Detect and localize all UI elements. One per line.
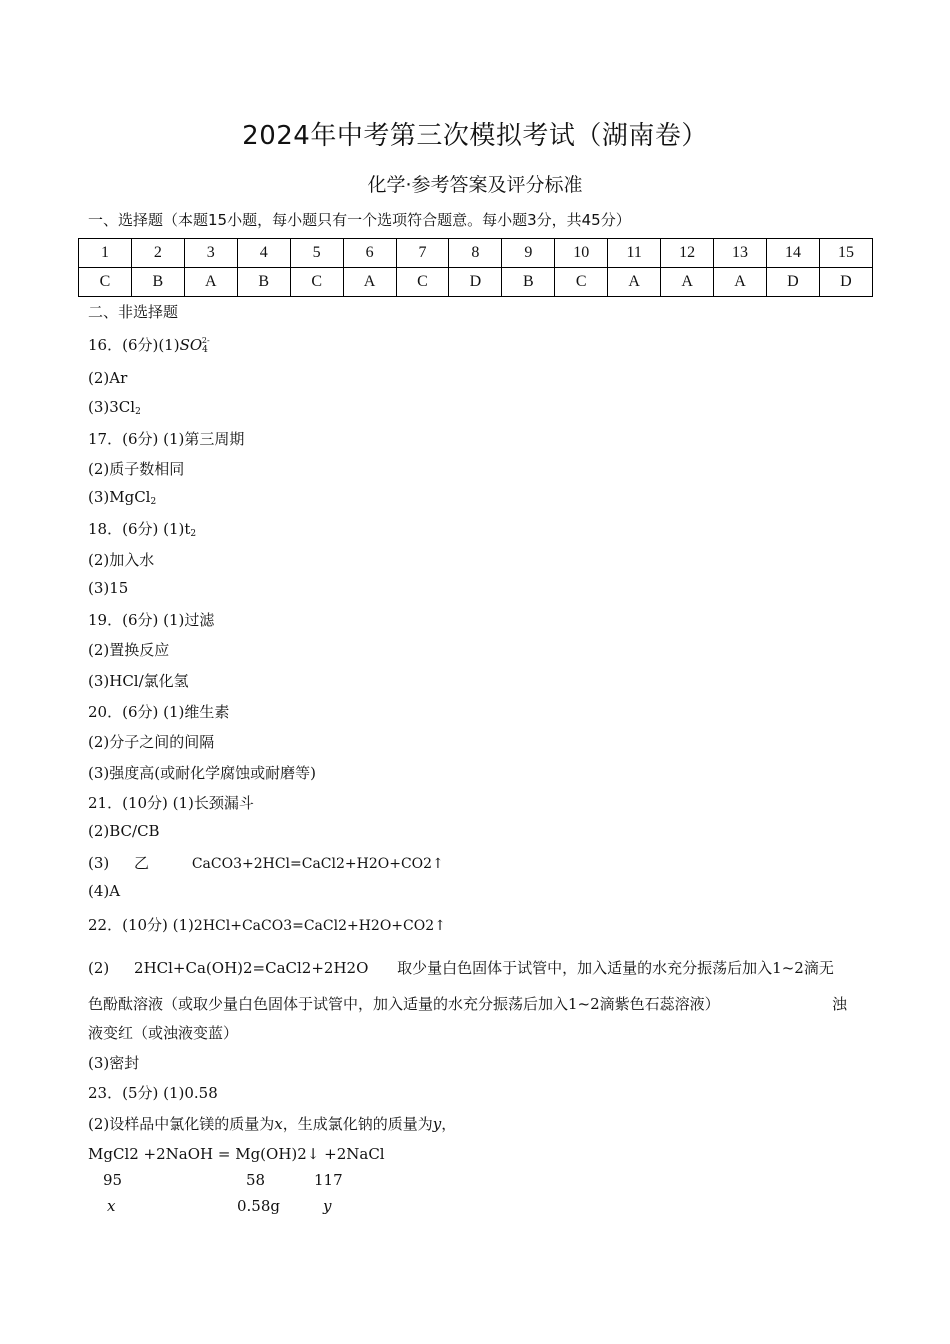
- q18-answer-2: (2)加入水: [88, 551, 155, 569]
- q17-answer-3: [88, 488, 156, 507]
- q20-answer-3: (3)强度高(或耐化学腐蚀或耐磨等): [88, 764, 316, 782]
- table-cell: C: [290, 268, 343, 297]
- q23-answer-2-text-a: (2)设样品中氯化镁的质量为: [88, 1115, 275, 1133]
- q22-answer-2-line3: 液变红（或浊液变蓝）: [88, 1024, 239, 1042]
- q18-answer-3: (3)15: [88, 579, 129, 597]
- q19-answer-3: (3)HCl/氯化氢: [88, 672, 189, 690]
- table-cell: B: [502, 268, 555, 297]
- q18-answer-1-sub: 2: [190, 529, 197, 539]
- q22-answer-2-text3: 浊: [832, 995, 848, 1013]
- q22-answer-2-line2: [88, 993, 720, 1014]
- q19-answer-1: 19．(6分) (1)过滤: [88, 611, 215, 629]
- table-cell: 15: [819, 239, 872, 268]
- q18-answer-1-text: 18．(6分) (1)t: [88, 520, 191, 538]
- q22-answer-2-line1: [88, 957, 834, 978]
- section-1-heading: 一、选择题（本题15小题，每小题只有一个选项符合题意。每小题3分，共45分）: [88, 211, 631, 229]
- table-cell: 7: [396, 239, 449, 268]
- section-2-heading: 二、非选择题: [88, 303, 179, 321]
- q23-var-x: x: [274, 1115, 283, 1133]
- q16-answer-1: [88, 334, 210, 355]
- table-cell: A: [343, 268, 396, 297]
- q21-answer-3: [88, 852, 444, 873]
- q21-answer-4: (4)A: [88, 882, 121, 900]
- q21-equation: CaCO3+2HCl=CaCl2+H2O+CO2↑: [191, 856, 444, 872]
- q23-answer-2-text-c: ，: [441, 1115, 457, 1133]
- q23-unknown-y: y: [323, 1197, 332, 1215]
- q22-answer-2-text1: 取少量白色固体于试管中，加入适量的水充分振荡后加入1~2滴无: [397, 959, 834, 977]
- page-subtitle: 化学·参考答案及评分标准: [367, 174, 583, 196]
- q21-answer-3-choice: 乙: [134, 854, 150, 872]
- q22-answer-1: [88, 914, 446, 935]
- table-cell: C: [79, 268, 132, 297]
- q16-answer-2: (2)Ar: [88, 369, 128, 387]
- q17-answer-2: (2)质子数相同: [88, 460, 185, 478]
- q23-equation: MgCl2 +2NaOH = Mg(OH)2↓ +2NaCl: [88, 1145, 385, 1163]
- table-cell: D: [766, 268, 819, 297]
- table-cell: 1: [79, 239, 132, 268]
- q21-answer-3-label: (3): [88, 854, 110, 872]
- q16-answer-3-text: (3)3Cl: [88, 398, 136, 416]
- q23-answer-1: 23．(5分) (1)0.58: [88, 1084, 218, 1102]
- table-cell: B: [131, 268, 184, 297]
- q16-formula-sub: 4: [202, 345, 208, 355]
- table-cell: 12: [661, 239, 714, 268]
- q22-answer-1-label: 22．(10分) (1): [88, 916, 194, 934]
- q19-answer-2: (2)置换反应: [88, 641, 170, 659]
- q22-answer-2-label: (2): [88, 959, 110, 977]
- table-cell: 3: [184, 239, 237, 268]
- table-cell: B: [237, 268, 290, 297]
- table-cell: 4: [237, 239, 290, 268]
- q20-answer-1: 20．(6分) (1)维生素: [88, 703, 230, 721]
- table-cell: 2: [131, 239, 184, 268]
- q17-answer-1: 17．(6分) (1)第三周期: [88, 430, 245, 448]
- q16-formula-sup: 2-: [201, 336, 210, 345]
- q20-answer-2: (2)分子之间的间隔: [88, 733, 215, 751]
- table-cell: 14: [766, 239, 819, 268]
- table-cell: C: [396, 268, 449, 297]
- q23-unknown-x: x: [107, 1197, 116, 1215]
- table-cell: A: [608, 268, 661, 297]
- table-cell: 11: [608, 239, 661, 268]
- q21-answer-1: 21．(10分) (1)长颈漏斗: [88, 794, 254, 812]
- q16-answer-3: [88, 398, 141, 417]
- table-cell: A: [184, 268, 237, 297]
- table-cell: 8: [449, 239, 502, 268]
- table-cell: 9: [502, 239, 555, 268]
- table-cell: C: [555, 268, 608, 297]
- table-cell: D: [449, 268, 502, 297]
- q23-ratio-58: 58: [246, 1171, 266, 1189]
- q23-answer-2-text-b: ，生成氯化钠的质量为: [282, 1115, 433, 1133]
- q22-answer-3: (3)密封: [88, 1054, 140, 1072]
- q22-equation-2: 2HCl+Ca(OH)2=CaCl2+2H2O: [134, 959, 369, 977]
- table-cell: 10: [555, 239, 608, 268]
- q16-answer-3-sub: 2: [135, 407, 141, 417]
- table-cell: A: [714, 268, 767, 297]
- q16-formula: SO: [179, 336, 203, 354]
- q23-ratio-117: 117: [314, 1171, 343, 1189]
- answer-table-number-row: [79, 239, 873, 268]
- q22-equation-1: 2HCl+CaCO3=CaCl2+H2O+CO2↑: [193, 918, 446, 934]
- q23-answer-2: [88, 1113, 456, 1134]
- q22-answer-2-text2: 色酚酞溶液（或取少量白色固体于试管中，加入适量的水充分振荡后加入1~2滴紫色石蕊溶液）: [88, 995, 720, 1013]
- answer-table: [78, 238, 873, 297]
- table-cell: A: [661, 268, 714, 297]
- table-cell: D: [819, 268, 872, 297]
- table-cell: 13: [714, 239, 767, 268]
- answer-table-answer-row: [79, 268, 873, 297]
- q16-label: 16．(6分)(1): [88, 336, 180, 354]
- q18-answer-1: [88, 518, 196, 539]
- q23-ratio-95: 95: [103, 1171, 123, 1189]
- page-title: 2024年中考第三次模拟考试（湖南卷）: [242, 121, 708, 151]
- table-cell: 5: [290, 239, 343, 268]
- q23-mass-value: 0.58g: [237, 1197, 281, 1215]
- q21-answer-2: (2)BC/CB: [88, 822, 160, 840]
- q17-answer-3-sub: 2: [150, 497, 157, 507]
- q23-var-y: y: [432, 1115, 442, 1133]
- q17-answer-3-text: (3)MgCl: [88, 488, 151, 506]
- table-cell: 6: [343, 239, 396, 268]
